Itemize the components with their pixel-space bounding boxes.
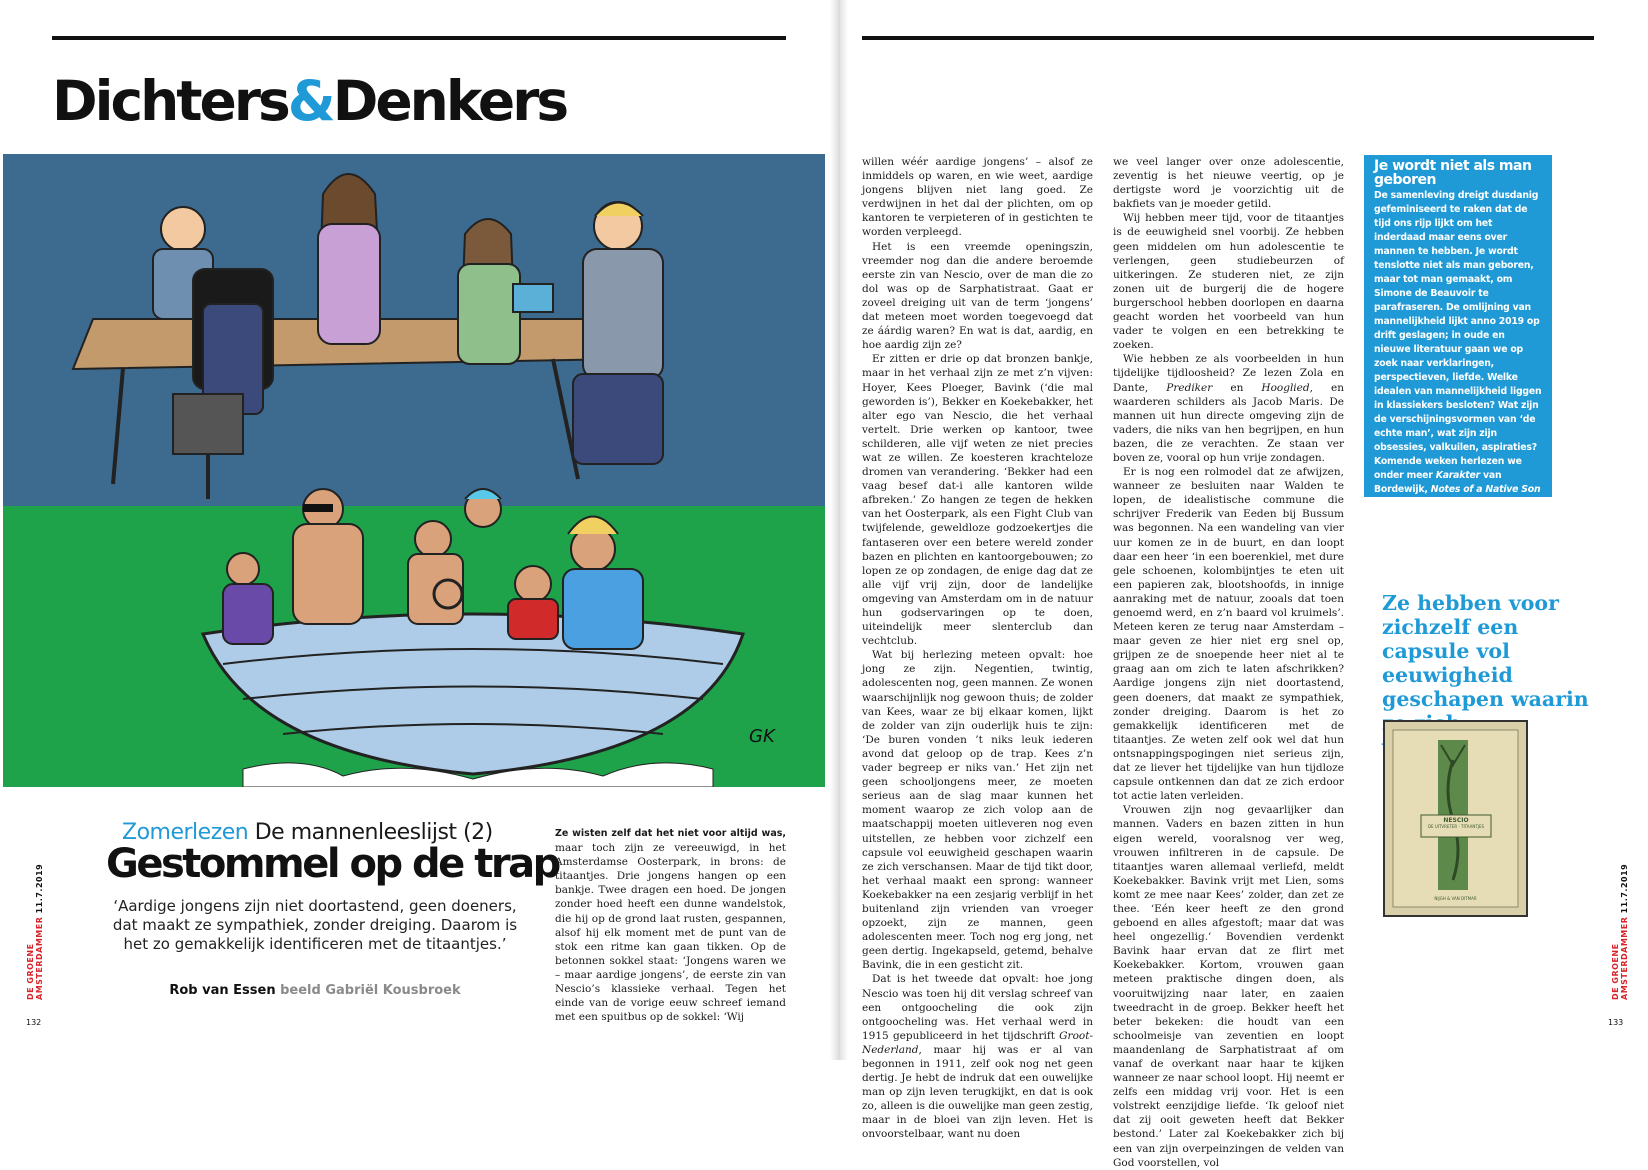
cover-author: NESCIO bbox=[1443, 817, 1469, 824]
article-lede: ‘Aardige jongens zijn niet doortastend, geen doeners, dat maakt ze sympathiek, zonder dreiging. Daarom is het zo gemakkelijk identificeren met de titaantjes.’ bbox=[112, 897, 518, 953]
body-column-3: we veel langer over onze adolescentie, zeventig is het nieuwe veertig, op je dertigste word je voorzichtig uit de bakfiets van je moeder getild. Wij hebben meer tijd, voor de titaantjes is de eeuwigheid snel voorbij. Ze hebben geen middelen om hun adolescentie te verlengen, geen studiebeurzen of uitkeringen. Ze studeren niet, ze zijn zonen uit de burgerij die de hogere burgerschool hebben doorlopen en daarna geacht worden het voorbeeld van hun vader te volgen en een betrekking te zoeken. Wie hebben ze als voorbeelden in hun tijdelijke tijdloosheid? Ze lezen Zola en Dante, Prediker en Hooglied, en waarderen schilders als Jacob Maris. De mannen uit hun directe omgeving zijn de vaders, die niks van hen begrijpen, en hun bazen, die ze verachten. Ze staan ver boven ze, vooral op hun vrije zondagen. Er is nog een rolmodel dat ze afwijzen, wanneer ze besluiten naar Walden te lopen, de idealistische commune die schrijver Frederik van Eeden bij Bussum was begonnen. Na een wandeling van vier uur komen ze in de buurt, en dan loopt daar een heer ‘in een boerenkiel, met dure gele schoenen, kolombijntjes te eten uit een papieren zak, blootshoofds, in innige aanraking met de natuur, zooals dat toen genoemd werd, en z’n baard vol kruimels’. Meteen keren ze terug naar Amsterdam – maar geven ze hier niet erg snel op, grijpen ze de snoepende heer niet al te graag aan om zich te laten afschrikken? Aardige jongens zijn niet doortastend, geen doeners, dat maakt ze sympathiek, zonder dreiging. Daarom is het zo gemakkelijk identificeren met de titaantjes. Ze weten zelf ook wel dat hun ontsnappingspogingen niet serieus zijn, dat ze liever het tijdelijke van hun tijdloze capsule ontkennen dan dat ze zich erdoor tot actie laten verleiden. Vrouwen zijn nog gevaarlijker dan mannen. Vaders en bazen zitten in hun eigen wereld, vooralsnog ver weg, vrouwen infiltreren in de capsule. De titaantjes waren allemaal verliefd, meldt Koekebakker. Bavink vrijt met Lien, soms komt ze mee naar Kees’ zolder, dan zet ze thee. ‘Eén keer heeft ze den grond geboend en alles afgestoft; maar dat was heel ongezellig.’ Bovendien verdenkt Bavink haar ervan dat ze flirt met Koekebakker. Kortom, vrouwen gaan meteen praktische dingen doen, als vooruitwijzing naar later, en zaaien tweedracht in de groep. Bekker heeft het beter bekeken: die houdt van een schoolmeisje van zeventien en loopt maandenlang de Sarphatistraat af om vanaf de overkant naar haar te kijken wanneer ze naar school loopt. Hij neemt er zelfs een middag vrij voor. Het is een volstrekt eenzijdige liefde. ‘Ik geloof niet dat zij ooit geweten heeft dat Bekker bestond.’ Later zal Koekebakker zich bij een van zijn overpeinzingen de velden van God voorstellen, vol bbox=[1113, 156, 1344, 1169]
body-column-2: willen wéér aardige jongens’ – alsof ze inmiddels op waren, en wie weet, aardige jongens blijven niet lang goed. Ze verdwijnen in het dal der plichten, om op kantoren te verpieteren of in gestichten te worden verpleegd. Het is een vreemde openingszin, vreemder nog dan die andere beroemde eerste zin van Nescio, over de man die zo dol was op de Sarphatistraat. Gaat er zoveel dreiging uit van de term ‘jongens’ dat meteen moet worden toegevoegd dat ze áárdig waren? En wat is dat, aardig, en hoe aardig zijn ze? Er zitten er drie op dat bronzen bankje, maar in het verhaal zijn ze met z’n vijven: Hoyer, Kees Ploeger, Bavink (‘die mal geworden is’), Bekker en Koekebakker, het alter ego van Nescio, die het verhaal vertelt. Drie werken op kantoor, twee schilderen, alle vijf weten ze niet precies wat ze willen. Ze koesteren krachteloze dromen van verandering. ‘Bekker had een vaag besef dat-i alle kantoren wilde afbreken.’ Zo hangen ze tegen de hekken van het Oosterpark, als een Fight Club van twijfelende, geweldloze godzoekertjes die fantaseren over een betere wereld zonder bazen en plichten en kantoorgebouwen; zo lopen ze op zondagen, de enige dag dat ze alle vijf vrij zijn, door de landelijke omgeving van Amsterdam om in de natuur hun godservaringen op te doen, uiteindelijk meer slenterclub dan vechtclub. Wat bij herlezing meteen opvalt: hoe jong ze zijn. Negentien, twintig, adolescenten nog, geen mannen. Ze wonen waarschijnlijk nog gewoon thuis; de zolder van Kees, waar ze bij elkaar komen, lijkt de zolder van zijn ouderlijk huis te zijn: ‘De buren vonden ’t niks leuk iederen avond dat geloop op de trap. Kees z’n vader begreep er niks van.’ Het zijn net geen schooljongens meer, ze moeten serieus aan de slag maar kunnen het moment waarop ze zich volop aan de maatschappij moeten uitleveren nog even uitstellen, ze hebben voor zichzelf een capsule vol eeuwigheid geschapen waarin ze zich verschansen. Maar de tijd tikt door, het verhaal maakt een sprong: wanneer Koekebakker na een zesjarig verblijf in het buitenland zijn vrienden van vroeger opzoekt, zijn ze mannen, geen adolescenten meer. Toch nog erg jong, net geen dertig. Ingekapseld, getemd, behalve Bavink, die in een gesticht zit. Dat is het tweede dat opvalt: hoe jong Nescio was toen hij dit verslag schreef van een ontgoocheling die ook zijn ontgoocheling was. Het verhaal werd in 1915 gepubliceerd in het tijdschrift Groot-Nederland, maar hij was er al van begonnen in 1911, zelf ook nog net geen dertig. Je hebt de indruk dat een ouwelijke man op zijn leven terugkijkt, en dat is ook zo, alleen is die ouwelijke man geen zestig, maar in de bloei van zijn leven. Het is onvoorstelbaar, want nu doen bbox=[862, 156, 1093, 1141]
page-gutter bbox=[830, 0, 848, 1060]
left-page-number: 132 bbox=[26, 1018, 42, 1027]
article-byline: Rob van Essen beeld Gabriël Kousbroek bbox=[169, 983, 461, 998]
pull-quote: Ze hebben voor zichzelf een capsule vol eeuwigheid geschapen waarin bbox=[1382, 591, 1589, 711]
left-top-rule bbox=[52, 36, 786, 40]
article-kicker: Zomerlezen De mannenleeslijst (2) bbox=[122, 820, 493, 845]
sidebar-title: Je wordt niet als man geboren bbox=[1374, 158, 1532, 188]
section-masthead: Dichters&Denkers bbox=[52, 69, 567, 133]
sidebar-body: De samenleving dreigt dusdanig gefeminiseerd te raken dat de tijd ons rijp lijkt om het inderdaad maar eens over mannen te hebben. Je wordt tenslotte niet als man geboren, maar tot man gemaakt, om Simone de Beauvoir te parafraseren. De omlijning van mannelijkheid lijkt anno 2019 op drift geslagen; in oude en nieuwe literatuur gaan we op zoek naar verklaringen, perspectieven, liefde. Welke idealen van mannelijkheid liggen in klassiekers besloten? Wat zijn de verschijningsvormen van ‘de echte man’, wat zijn zijn obsessies, valkuilen, aspiraties? Komende weken herlezen we onder meer Karakter van Bordewijk, Notes of a Native Son van James Baldwin en Brief aan mijn vader van Kafka. bbox=[1374, 190, 1542, 523]
right-side-tag: DE GROENE AMSTERDAMMER 11.7.2019 bbox=[1611, 863, 1629, 1000]
body-column-1: Ze wisten zelf dat het niet voor altijd was, maar toch zijn ze vereeuwigd, in het Amsterdamse Oosterpark, in brons: de titaantjes. Drie jongens hangen op een bankje. Twee dragen een hoed. De jongen zonder hoed heeft een dunne wandelstok, die hij op de grond laat rusten, gespannen, alsof hij elk moment met de punt van de stok een ritme kan gaan tikken. Op de betonnen sokkel staat: ‘Jongens waren we – maar aardige jongens’, de eerste zin van Nescio’s klassieke verhaal. Tegen het einde van de vorige eeuw schreef iemand met een spuitbus op de sokkel: ‘Wij bbox=[555, 828, 786, 1024]
right-top-rule bbox=[862, 36, 1594, 40]
book-cover-image bbox=[1383, 720, 1528, 917]
cover-publisher: NIJGH & VAN DITMAR bbox=[1434, 896, 1477, 901]
article-headline: Gestommel op de trap bbox=[106, 841, 559, 887]
right-page-number: 133 bbox=[1608, 1018, 1624, 1027]
left-side-tag: DE GROENE AMSTERDAMMER 11.7.2019 bbox=[26, 863, 44, 1000]
series-sidebar bbox=[1364, 155, 1552, 523]
illustration-signature: GK bbox=[749, 726, 775, 747]
cover-title: DE UITVRETER · TITAANTJES bbox=[1427, 824, 1485, 829]
article-illustration bbox=[3, 154, 825, 787]
